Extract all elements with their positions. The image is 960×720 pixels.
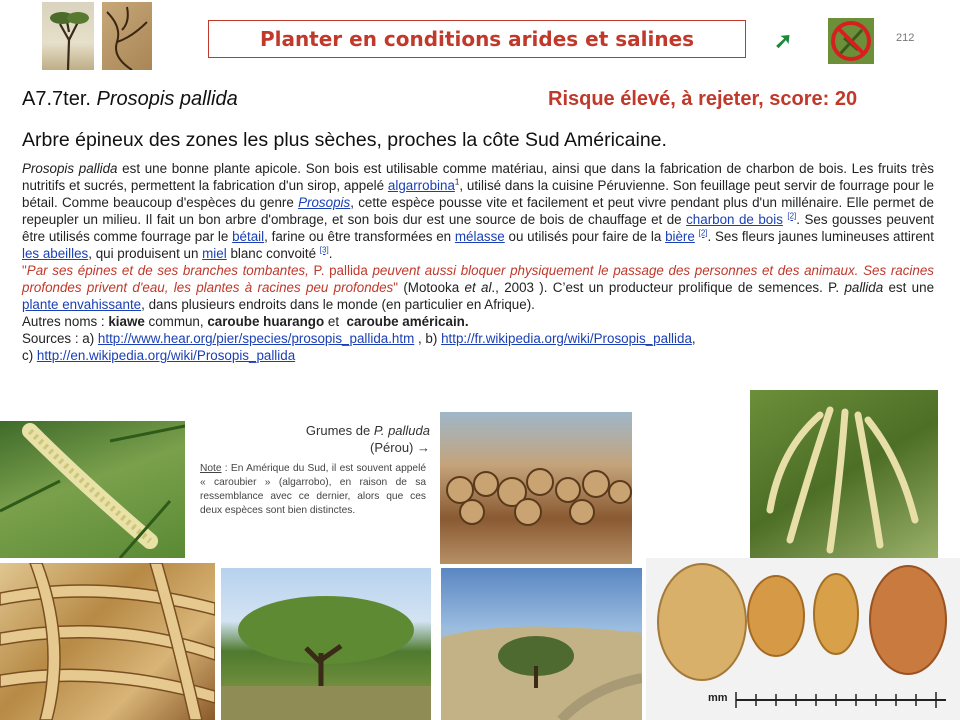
link-charbon-de-bois[interactable]: charbon de bois [686, 212, 783, 227]
other-names [22, 313, 934, 330]
species-italic: Prosopis pallida [22, 161, 118, 176]
source-link-fr-wikipedia[interactable]: http://fr.wikipedia.org/wiki/Prosopis_pallida [441, 331, 692, 346]
species-italic: pallida [844, 280, 884, 295]
text-run: , qui produisent un [88, 246, 203, 261]
photo-tree-savanna [221, 568, 431, 720]
quote-species: P. pallida [313, 263, 368, 278]
photo-flower-spike [0, 421, 185, 558]
species-heading [22, 88, 238, 111]
link-biere[interactable]: bière [665, 229, 695, 244]
note-label: Note [200, 463, 222, 474]
photo-logs [440, 412, 632, 564]
text-run: est une bonne plante apicole. Son bois est utilisable comme matériau, ainsi que dans la fabrication de charbon de bois. Les fruits très nutritifs et sucrés, permettent la fabrication d'un sirop, appelé [22, 161, 934, 193]
photo-seeds-scale [646, 558, 960, 720]
link-miel[interactable]: miel [202, 246, 227, 261]
citation-text: (Motooka [398, 280, 465, 295]
text-run: est une [883, 280, 935, 295]
risk-score: Risque élevé, à rejeter, score: 20 [548, 88, 858, 110]
page-title-box [208, 20, 746, 58]
caption-species: P. palluda [373, 423, 430, 438]
caption-line-1 [238, 422, 430, 439]
photo-tree-hillside [441, 568, 642, 720]
prohibition-icon [828, 18, 874, 64]
link-melasse[interactable]: mélasse [454, 229, 505, 244]
text-run: Grumes de [305, 423, 374, 438]
text-run: . [328, 246, 333, 261]
thumbnail-cracked-soil [102, 2, 152, 70]
link-algarrobina[interactable]: algarrobina [387, 178, 455, 193]
quote-mark: " [393, 280, 399, 295]
text-run: , cette espèce pousse vite et facilement et peut vivre pendant plus d'un millénaire. Elle permet de repeupler un milieu. Il fait un bon arbre d'ombrage, et son bois dur est une source de bois de chauffage et de [22, 195, 934, 227]
sources-line [22, 330, 934, 347]
note-box [200, 462, 426, 518]
source-link-en-wikipedia[interactable]: http://en.wikipedia.org/wiki/Prosopis_pallida [36, 348, 296, 363]
citation-etal: et al [464, 280, 492, 295]
description-paragraph [22, 160, 934, 262]
arrow-link-icon[interactable]: ➚ [774, 28, 793, 53]
common-name: caroube américain. [346, 314, 469, 329]
link-abeilles[interactable]: les abeilles [22, 246, 89, 261]
scale-label: mm [708, 692, 728, 704]
photo-seed-pods [750, 390, 938, 558]
sources-label: Sources : a) [22, 331, 98, 346]
species-name: Prosopis pallida [96, 88, 238, 110]
quote-paragraph [22, 262, 934, 313]
link-prosopis[interactable]: Prosopis [298, 195, 351, 210]
page-title: Planter en conditions arides et salines [259, 27, 695, 51]
footnote-ref: 1 [454, 177, 460, 187]
text-run: , [691, 331, 696, 346]
text-run: c) [22, 348, 37, 363]
quote-text: Par ses épines et de ses branches tombantes, [26, 263, 314, 278]
description-body [22, 160, 934, 364]
ref-link-3[interactable]: [3] [319, 245, 329, 255]
lead-sentence: Arbre épineux des zones les plus sèches, proches la côte Sud Américaine. [22, 129, 667, 151]
text-run: commun, [144, 314, 208, 329]
photo-dried-pods [0, 563, 215, 720]
photo-caption [238, 422, 430, 456]
ref-link-2[interactable]: [2] [787, 211, 797, 221]
citation-text: ., 2003 ). C’est un producteur prolifique de semences. P. [491, 280, 845, 295]
text-run: , dans plusieurs endroits dans le monde (en particulier en Afrique). [141, 297, 535, 312]
link-betail[interactable]: bétail [232, 229, 265, 244]
text-run: , utilisé dans la cuisine Péruvienne. Son feuillage peut servir de fourrage pour le bétail. Comme beaucoup d'espèces du genre [22, 178, 934, 210]
ref-link-2b[interactable]: [2] [698, 228, 708, 238]
text-run: , farine ou être transformées en [264, 229, 455, 244]
text-run: , b) [414, 331, 442, 346]
text-run: . Ses fleurs jaunes lumineuses attirent [707, 229, 934, 244]
page-number: 212 [896, 32, 915, 44]
species-code: A7.7ter. [22, 88, 91, 110]
thumbnail-arid-tree [42, 2, 94, 70]
text-run: . Ses gousses peuvent être utilisés comme fourrage par le [22, 212, 934, 244]
link-plante-envahissante[interactable]: plante envahissante [22, 297, 142, 312]
common-name: kiawe [108, 314, 145, 329]
source-link-hear[interactable]: http://www.hear.org/pier/species/prosopis_pallida.htm [97, 331, 415, 346]
quote-text: peuvent aussi bloquer physiquement le passage des personnes et des animaux. Ses racines profondes privent d'eau, les plantes à racines peu profondes [22, 263, 934, 295]
text-run: et [324, 314, 347, 329]
caption-line-2: (Pérou) → [370, 440, 430, 455]
other-names-label: Autres noms : [22, 314, 109, 329]
common-name: caroube huarango [207, 314, 325, 329]
text-run: blanc convoité [226, 246, 320, 261]
sources-line-2 [22, 347, 934, 364]
text-run: ou utilisés pour faire de la [504, 229, 666, 244]
note-text: : En Amérique du Sud, il est souvent appelé « caroubier » (algarrobo), en raison de sa ressemblance avec ce dernier, alors que ces deux espèces sont bien distinctes. [200, 463, 426, 516]
quote-mark: " [22, 263, 27, 278]
